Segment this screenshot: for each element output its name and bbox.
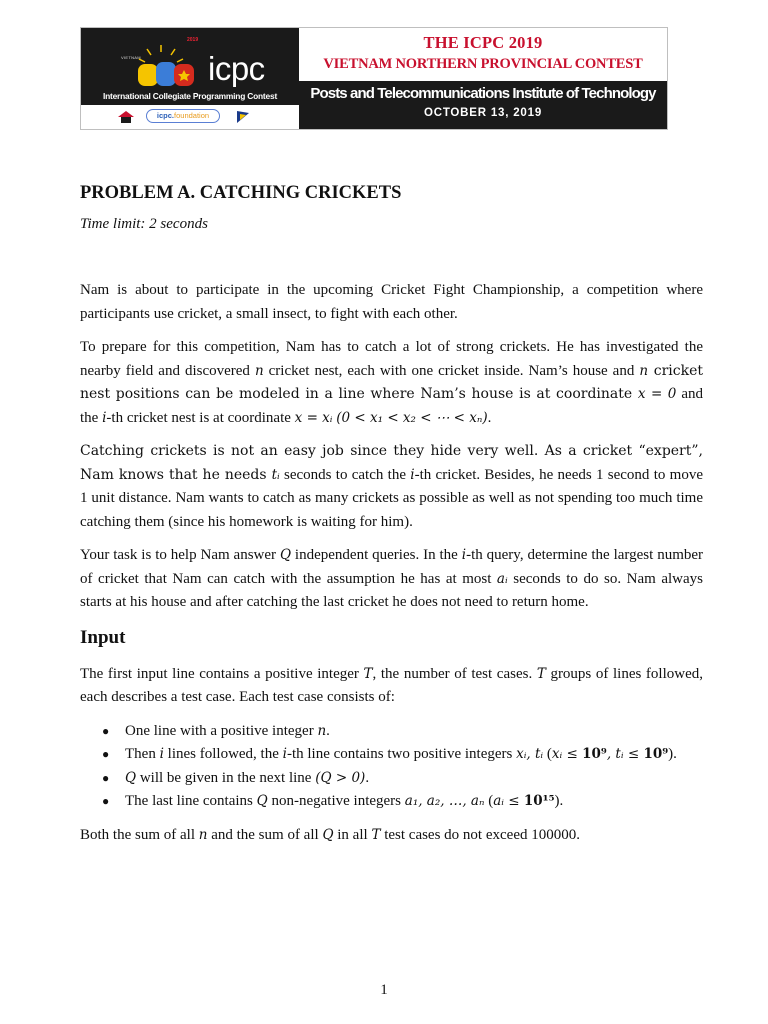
sponsor-logo-row <box>81 105 299 129</box>
icpc-foundation-logo: icpc.foundation <box>146 109 220 123</box>
school-hut-icon <box>117 110 135 124</box>
list-item: ● Then i lines followed, the i-th line contains two positive integers xᵢ, tᵢ (xᵢ ≤ 10⁹, tᵢ ≤ 10⁹). <box>102 746 677 762</box>
contest-year-title: THE ICPC 2019 <box>423 33 543 52</box>
paragraph-catching: Catching crickets is not an easy job since they hide very well. As a cricket “expert”, Nam knows that he needs tᵢ seconds to catch the i-th cricket. Besides, he needs 1 second to move 1 unit distance. Nam wants to catch as many crickets as possible as well as not spending too much time catching them (since his homework is waiting for him). <box>80 443 703 530</box>
problem-title: PROBLEM A. CATCHING CRICKETS <box>80 183 402 203</box>
institute-flag-icon <box>235 110 251 124</box>
contest-info-panel <box>299 28 667 129</box>
list-item: ● One line with a positive integer n. <box>102 722 330 739</box>
time-limit: Time limit: 2 seconds <box>80 216 208 232</box>
page-number: 1 <box>380 982 388 998</box>
contest-date: OCTOBER 13, 2019 <box>423 107 543 119</box>
input-heading: Input <box>80 626 126 648</box>
list-item: ● The last line contains Q non-negative integers a₁, a₂, …, aₙ (aᵢ ≤ 10¹⁵). <box>102 793 564 809</box>
icpc-wordmark: icpc <box>208 50 265 87</box>
problem-statement <box>80 178 703 857</box>
year-tag: 2019 <box>187 37 199 43</box>
paragraph-intro: Nam is about to participate in the upcoming Cricket Fight Championship, a competition where participants use cricket, a small insect, to fight with each other. <box>80 282 703 322</box>
institute-bar <box>299 81 667 129</box>
paragraph-input: The first input line contains a positive integer T, the number of test cases. T groups of lines followed, each describes a test case. Each test case consists of: <box>80 665 704 705</box>
icpc-balloons-logo <box>121 42 209 90</box>
paragraph-task: Your task is to help Nam answer Q independent queries. In the i-th query, determine the largest number of cricket that Nam can catch with the assumption he has at most aᵢ seconds to do so. Nam always starts at his house and after catching the last cricket he does not need to return home. <box>80 547 704 610</box>
institute-name: Posts and Telecommunications Institute of Technology <box>310 85 656 102</box>
paragraph-setup: To prepare for this competition, Nam has to catch a lot of strong crickets. He has investigated the nearby field and discovered n cricket nest, each with one cricket inside. Nam’s house and n cricket nest positions can be modeled in a line where Nam’s house is at coordinate x = 0 and the i-th cricket nest is at coordinate x = xᵢ (0 < x₁ < x₂ < ⋯ < xₙ). <box>80 339 703 426</box>
vietnam-tag: VIETNAM <box>121 55 141 60</box>
paragraph-constraints: Both the sum of all n and the sum of all Q in all T test cases do not exceed 100000. <box>80 826 580 843</box>
list-item: ● Q will be given in the next line (Q > 0). <box>102 769 370 786</box>
contest-banner <box>80 27 668 130</box>
contest-name: VIETNAM NORTHERN PROVINCIAL CONTEST <box>323 56 643 72</box>
icpc-logo-panel <box>81 28 299 129</box>
icpc-subtitle: International Collegiate Programming Contest <box>102 91 278 101</box>
input-format-list <box>80 720 703 814</box>
